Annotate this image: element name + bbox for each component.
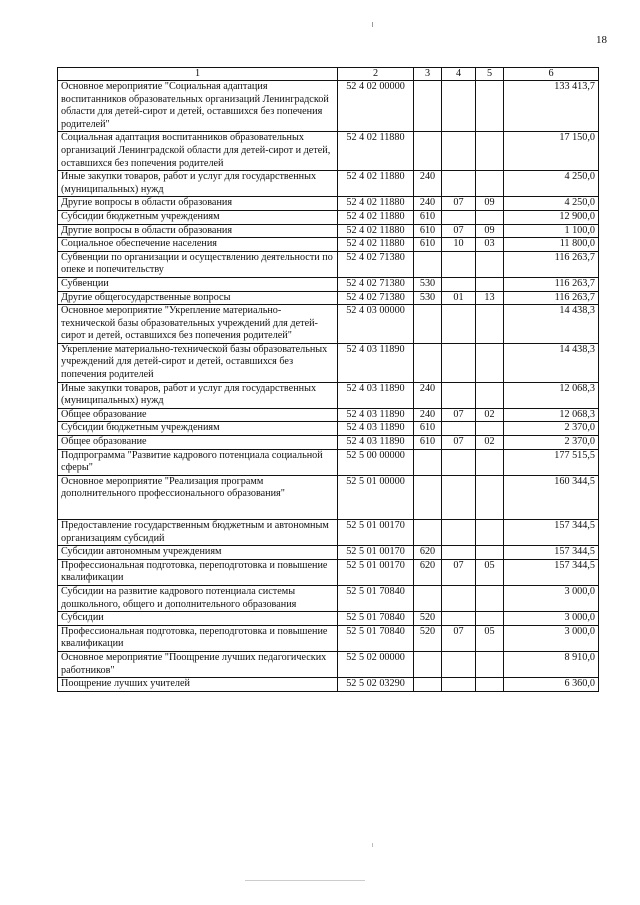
row-name-cell: Субсидии (58, 612, 338, 626)
row-col5-cell (476, 132, 504, 171)
row-name-cell: Предоставление государственным бюджетным и автономным организациям субсидий (58, 520, 338, 546)
row-col3-cell: 240 (414, 171, 442, 197)
row-col5-cell (476, 678, 504, 692)
row-name-cell: Иные закупки товаров, работ и услуг для государственных (муниципальных) нужд (58, 171, 338, 197)
row-amount-cell: 17 150,0 (504, 132, 599, 171)
row-amount-cell: 157 344,5 (504, 520, 599, 546)
row-col5-cell: 03 (476, 238, 504, 252)
row-amount-cell: 177 515,5 (504, 449, 599, 475)
row-col4-cell: 07 (442, 408, 476, 422)
row-col3-cell: 240 (414, 197, 442, 211)
row-amount-cell: 2 370,0 (504, 436, 599, 450)
row-col5-cell: 02 (476, 436, 504, 450)
table-row (58, 585, 599, 611)
row-name-cell: Профессиональная подготовка, переподготовка и повышение квалификации (58, 625, 338, 651)
row-amount-cell: 3 000,0 (504, 585, 599, 611)
table-row (58, 197, 599, 211)
row-code-cell: 52 5 01 70840 (338, 625, 414, 651)
row-col4-cell: 07 (442, 436, 476, 450)
row-col4-cell (442, 585, 476, 611)
table-row (58, 224, 599, 238)
row-col3-cell: 240 (414, 382, 442, 408)
row-name-cell: Общее образование (58, 436, 338, 450)
row-code-cell: 52 4 02 11880 (338, 224, 414, 238)
row-col5-cell (476, 422, 504, 436)
row-col5-cell (476, 251, 504, 277)
row-col5-cell: 05 (476, 625, 504, 651)
row-code-cell: 52 5 01 00170 (338, 520, 414, 546)
row-amount-cell: 12 068,3 (504, 382, 599, 408)
row-col4-cell (442, 210, 476, 224)
row-code-cell: 52 5 01 00170 (338, 546, 414, 560)
row-amount-cell: 157 344,5 (504, 546, 599, 560)
table-row (58, 408, 599, 422)
row-amount-cell: 4 250,0 (504, 197, 599, 211)
row-col4-cell: 07 (442, 224, 476, 238)
row-col5-cell: 05 (476, 559, 504, 585)
row-name-cell: Иные закупки товаров, работ и услуг для государственных (муниципальных) нужд (58, 382, 338, 408)
row-col4-cell (442, 382, 476, 408)
row-col4-cell (442, 449, 476, 475)
top-scan-mark (372, 22, 373, 27)
table-row (58, 238, 599, 252)
row-col5-cell (476, 305, 504, 344)
table-row (58, 678, 599, 692)
row-col5-cell (476, 651, 504, 677)
row-name-cell: Другие вопросы в области образования (58, 197, 338, 211)
row-col3-cell (414, 449, 442, 475)
row-code-cell: 52 4 02 11880 (338, 171, 414, 197)
row-amount-cell: 12 900,0 (504, 210, 599, 224)
row-col3-cell: 240 (414, 408, 442, 422)
row-code-cell: 52 5 01 00000 (338, 475, 414, 519)
row-col4-cell: 07 (442, 559, 476, 585)
row-col4-cell: 01 (442, 291, 476, 305)
row-name-cell: Основное мероприятие "Реализация программ дополнительного профессионального образования" (58, 475, 338, 519)
row-col4-cell (442, 678, 476, 692)
row-col3-cell: 620 (414, 559, 442, 585)
row-col3-cell: 620 (414, 546, 442, 560)
row-code-cell: 52 4 03 11890 (338, 382, 414, 408)
row-amount-cell: 6 360,0 (504, 678, 599, 692)
row-name-cell: Основное мероприятие "Укрепление материально-технической базы образовательных учреждений для детей-сирот и детей, оставшихся без попечения родителей" (58, 305, 338, 344)
row-code-cell: 52 4 02 71380 (338, 291, 414, 305)
row-col4-cell: 10 (442, 238, 476, 252)
row-col5-cell (476, 546, 504, 560)
row-col5-cell (476, 81, 504, 132)
table-row (58, 449, 599, 475)
row-col3-cell (414, 81, 442, 132)
table-row (58, 81, 599, 132)
row-col5-cell: 09 (476, 224, 504, 238)
column-header-6: 6 (504, 68, 599, 81)
row-code-cell: 52 5 02 03290 (338, 678, 414, 692)
row-col3-cell (414, 343, 442, 382)
row-col3-cell: 530 (414, 291, 442, 305)
row-code-cell: 52 4 02 11880 (338, 197, 414, 211)
row-col3-cell (414, 305, 442, 344)
row-name-cell: Субсидии автономным учреждениям (58, 546, 338, 560)
row-col5-cell (476, 382, 504, 408)
row-col4-cell (442, 612, 476, 626)
bottom-scan-line (245, 880, 365, 881)
row-col4-cell (442, 520, 476, 546)
page-number: 18 (596, 34, 607, 46)
row-col4-cell (442, 251, 476, 277)
row-col3-cell: 610 (414, 238, 442, 252)
budget-table (57, 67, 599, 692)
row-code-cell: 52 4 03 00000 (338, 305, 414, 344)
table-row (58, 559, 599, 585)
table-row (58, 612, 599, 626)
table-row (58, 651, 599, 677)
row-col3-cell (414, 475, 442, 519)
column-header-3: 3 (414, 68, 442, 81)
table-row (58, 305, 599, 344)
row-name-cell: Общее образование (58, 408, 338, 422)
row-col3-cell (414, 520, 442, 546)
row-name-cell: Субсидии бюджетным учреждениям (58, 422, 338, 436)
row-col3-cell: 520 (414, 612, 442, 626)
row-col5-cell (476, 343, 504, 382)
row-code-cell: 52 5 01 00170 (338, 559, 414, 585)
table-row (58, 546, 599, 560)
row-code-cell: 52 4 02 00000 (338, 81, 414, 132)
row-code-cell: 52 4 02 11880 (338, 238, 414, 252)
row-code-cell: 52 4 02 71380 (338, 277, 414, 291)
row-code-cell: 52 4 03 11890 (338, 422, 414, 436)
column-header-4: 4 (442, 68, 476, 81)
row-col3-cell: 610 (414, 422, 442, 436)
row-col4-cell (442, 305, 476, 344)
row-amount-cell: 2 370,0 (504, 422, 599, 436)
column-header-5: 5 (476, 68, 504, 81)
table-row (58, 251, 599, 277)
table-body (58, 81, 599, 692)
row-name-cell: Субвенции (58, 277, 338, 291)
table-row (58, 422, 599, 436)
row-col3-cell (414, 251, 442, 277)
row-amount-cell: 133 413,7 (504, 81, 599, 132)
row-amount-cell: 160 344,5 (504, 475, 599, 519)
row-col4-cell (442, 171, 476, 197)
table-row (58, 132, 599, 171)
table-row (58, 436, 599, 450)
header-row (58, 68, 599, 81)
row-code-cell: 52 5 02 00000 (338, 651, 414, 677)
row-col4-cell (442, 132, 476, 171)
row-col3-cell: 520 (414, 625, 442, 651)
column-header-1: 1 (58, 68, 338, 81)
table-row (58, 382, 599, 408)
row-col3-cell: 610 (414, 436, 442, 450)
row-amount-cell: 11 800,0 (504, 238, 599, 252)
row-col3-cell: 610 (414, 210, 442, 224)
row-col3-cell: 610 (414, 224, 442, 238)
table-row (58, 291, 599, 305)
row-amount-cell: 14 438,3 (504, 305, 599, 344)
row-name-cell: Профессиональная подготовка, переподготовка и повышение квалификации (58, 559, 338, 585)
row-code-cell: 52 4 03 11890 (338, 408, 414, 422)
row-amount-cell: 116 263,7 (504, 291, 599, 305)
row-col5-cell (476, 277, 504, 291)
row-code-cell: 52 4 02 11880 (338, 210, 414, 224)
row-col5-cell (476, 475, 504, 519)
row-amount-cell: 1 100,0 (504, 224, 599, 238)
row-col4-cell (442, 475, 476, 519)
row-col5-cell (476, 171, 504, 197)
bottom-scan-mark (372, 843, 373, 847)
row-col5-cell (476, 520, 504, 546)
row-name-cell: Субсидии на развитие кадрового потенциала системы дошкольного, общего и дополнительного образования (58, 585, 338, 611)
row-col3-cell: 530 (414, 277, 442, 291)
row-name-cell: Другие общегосударственные вопросы (58, 291, 338, 305)
row-amount-cell: 116 263,7 (504, 277, 599, 291)
row-amount-cell: 12 068,3 (504, 408, 599, 422)
row-col4-cell: 07 (442, 197, 476, 211)
row-col5-cell: 13 (476, 291, 504, 305)
row-amount-cell: 4 250,0 (504, 171, 599, 197)
row-amount-cell: 116 263,7 (504, 251, 599, 277)
row-col3-cell (414, 678, 442, 692)
row-col4-cell (442, 81, 476, 132)
row-col4-cell (442, 277, 476, 291)
row-col5-cell (476, 612, 504, 626)
table-row (58, 625, 599, 651)
row-code-cell: 52 5 01 70840 (338, 585, 414, 611)
table-row (58, 171, 599, 197)
row-col3-cell (414, 132, 442, 171)
row-col3-cell (414, 585, 442, 611)
row-amount-cell: 3 000,0 (504, 625, 599, 651)
row-col5-cell: 09 (476, 197, 504, 211)
column-header-2: 2 (338, 68, 414, 81)
row-col5-cell (476, 210, 504, 224)
row-name-cell: Другие вопросы в области образования (58, 224, 338, 238)
row-name-cell: Субвенции по организации и осуществлению деятельности по опеке и попечительству (58, 251, 338, 277)
row-code-cell: 52 5 00 00000 (338, 449, 414, 475)
row-name-cell: Субсидии бюджетным учреждениям (58, 210, 338, 224)
row-col3-cell (414, 651, 442, 677)
row-col5-cell (476, 585, 504, 611)
table-row (58, 210, 599, 224)
row-name-cell: Социальное обеспечение населения (58, 238, 338, 252)
row-name-cell: Социальная адаптация воспитанников образовательных организаций Ленинградской области для детей-сирот и детей, оставшихся без попечения родителей (58, 132, 338, 171)
row-code-cell: 52 4 03 11890 (338, 343, 414, 382)
row-amount-cell: 157 344,5 (504, 559, 599, 585)
row-code-cell: 52 4 03 11890 (338, 436, 414, 450)
row-code-cell: 52 4 02 71380 (338, 251, 414, 277)
row-amount-cell: 8 910,0 (504, 651, 599, 677)
row-col4-cell (442, 651, 476, 677)
row-code-cell: 52 5 01 70840 (338, 612, 414, 626)
table-row (58, 475, 599, 519)
row-amount-cell: 3 000,0 (504, 612, 599, 626)
table-row (58, 277, 599, 291)
table-row (58, 343, 599, 382)
table-row (58, 520, 599, 546)
row-col5-cell (476, 449, 504, 475)
row-col4-cell: 07 (442, 625, 476, 651)
row-col4-cell (442, 546, 476, 560)
row-col5-cell: 02 (476, 408, 504, 422)
row-name-cell: Основное мероприятие "Социальная адаптация воспитанников образовательных организаций Ленинградской области для детей-сирот и детей, оставшихся без попечения родителей" (58, 81, 338, 132)
row-name-cell: Укрепление материально-технической базы образовательных учреждений для детей-сирот и детей, оставшихся без попечения родителей (58, 343, 338, 382)
row-name-cell: Подпрограмма "Развитие кадрового потенциала социальной сферы" (58, 449, 338, 475)
row-col4-cell (442, 343, 476, 382)
row-amount-cell: 14 438,3 (504, 343, 599, 382)
row-name-cell: Основное мероприятие "Поощрение лучших педагогических работников" (58, 651, 338, 677)
row-col4-cell (442, 422, 476, 436)
row-code-cell: 52 4 02 11880 (338, 132, 414, 171)
row-name-cell: Поощрение лучших учителей (58, 678, 338, 692)
